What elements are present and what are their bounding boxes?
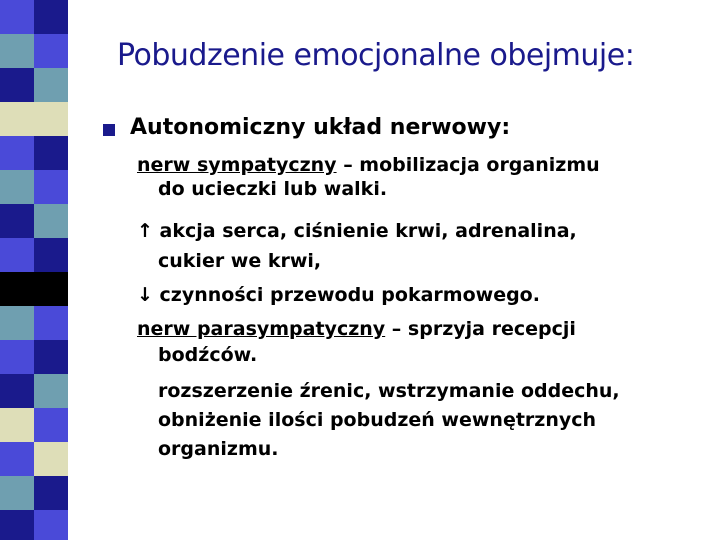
text-line: obniżenie ilości pobudzeń wewnętrznych [158,409,597,431]
stripe-cell [0,204,34,238]
stripe-cell [0,340,34,374]
text-span: akcja serca, ciśnienie krwi, adrenalina, [152,220,577,242]
term-sympathetic: nerw sympatyczny [137,154,337,176]
stripe-cell [0,476,34,510]
term-parasympathetic-desc: – sprzyja recepcji [385,318,576,340]
term-parasympathetic: nerw parasympatyczny [137,318,386,340]
stripe-cell [0,136,34,170]
stripe-cell [0,0,34,34]
stripe-cell [34,170,68,204]
text-line: bodźców. [158,344,258,366]
stripe-cell [0,306,34,340]
stripe-cell [34,102,68,136]
stripe-cell [34,68,68,102]
stripe-cell [34,238,68,272]
stripe-cell [0,238,34,272]
section-heading: Autonomiczny układ nerwowy: [130,115,511,140]
text-line: organizmu. [158,438,279,460]
text-line [137,220,577,242]
stripe-cell [34,34,68,68]
text-span: czynności przewodu pokarmowego. [152,284,540,306]
slide-title: Pobudzenie emocjonalne obejmuje: [117,38,635,73]
stripe-cell [0,34,34,68]
stripe-cell [34,510,68,540]
text-line [137,318,576,340]
stripe-cell [34,136,68,170]
arrow-down-icon: ↓ [137,284,153,306]
stripe-cell [34,272,68,306]
stripe-cell [0,272,34,306]
stripe-cell [0,510,34,540]
stripe-cell [34,0,68,34]
text-line [137,154,600,176]
arrow-up-icon: ↑ [137,220,153,242]
stripe-cell [0,102,34,136]
text-line: do ucieczki lub walki. [158,178,388,200]
stripe-cell [34,442,68,476]
stripe-cell [34,374,68,408]
stripe-cell [0,68,34,102]
stripe-cell [34,306,68,340]
stripe-cell [34,408,68,442]
decorative-stripe [0,0,68,540]
stripe-cell [34,340,68,374]
text-line: rozszerzenie źrenic, wstrzymanie oddechu, [158,380,620,402]
square-bullet-icon [103,124,115,136]
term-sympathetic-desc: – mobilizacja organizmu [336,154,600,176]
stripe-cell [34,476,68,510]
stripe-cell [0,408,34,442]
text-line [137,284,540,306]
stripe-cell [0,170,34,204]
stripe-cell [0,442,34,476]
stripe-cell [34,204,68,238]
stripe-cell [0,374,34,408]
text-line: cukier we krwi, [158,250,322,272]
